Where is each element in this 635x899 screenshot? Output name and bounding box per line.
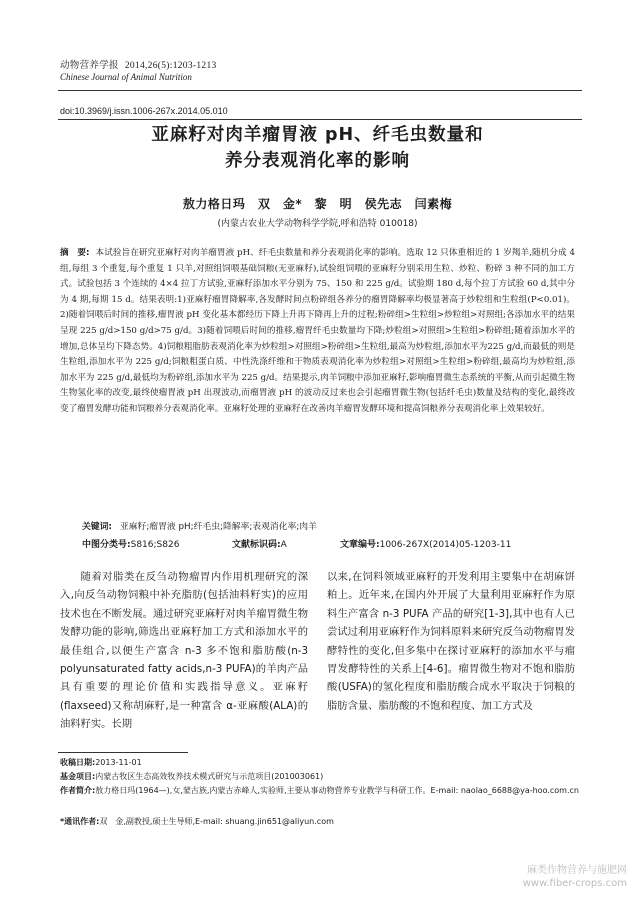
article-value: 1006-267X(2014)05-1203-11 xyxy=(379,540,512,550)
abstract-block xyxy=(60,246,575,418)
article-number xyxy=(340,537,511,550)
watermark-cn: 麻类作物营养与施肥网 xyxy=(527,865,627,876)
body-column-right xyxy=(327,568,575,715)
body-column-left xyxy=(60,568,308,734)
watermark-url: www.fiber-crops.com xyxy=(522,878,627,889)
author-list: 敖力格日玛 双 金* 黎 明 侯先志 闫素梅 xyxy=(182,197,453,211)
received-label: 收稿日期: xyxy=(60,758,96,767)
affiliation: (内蒙古农业大学动物科学学院,呼和浩特 010018) xyxy=(217,219,418,229)
header-rule xyxy=(58,90,582,91)
article-label: 文章编号: xyxy=(340,540,380,550)
author-bio-value: 敖力格日玛(1964—),女,蒙古族,内蒙古赤峰人,实验师,主要从事动物营养专业教学与科研工作。E-mail: naolao_6688@ya-hoo.com.cn xyxy=(95,786,579,795)
doi-rule xyxy=(58,119,582,120)
corr-value: 双 金,副教授,硕士生导师,E-mail: shuang.jin651@aliyun.com xyxy=(99,817,334,826)
body-paragraph: 以来,在饲料领域亚麻籽的开发利用主要集中在胡麻饼粕上。近年来,在国内外开展了大量利用亚麻籽作为原料生产富含 n-3 PUFA 产品的研究[1-3],其中也有人已尝试过利用亚麻籽作为饲料原料来研究反刍动物瘤胃发酵特性的变化,但多集中在探讨亚麻籽的添加水平与瘤胃发酵特性的关系上[4-6]。瘤胃微生物对不饱和脂肪酸(USFA)的氢化程度和脂肪酸合成水平取决于饲粮的脂肪含量、脂肪酸的不饱和程度、加工方式及 xyxy=(327,571,575,712)
journal-name-cn: 动物营养学报 xyxy=(60,60,119,71)
footnote-fund xyxy=(60,770,580,784)
footnote-rule xyxy=(58,752,188,753)
journal-name-en: Chinese Journal of Animal Nutrition xyxy=(60,72,192,82)
clc-value: S816;S826 xyxy=(130,540,180,550)
corr-label: *通讯作者: xyxy=(60,817,100,826)
fund-value: 内蒙古牧区生态高效牧养技术模式研究与示范项目(201003061) xyxy=(95,772,324,781)
keywords-row xyxy=(82,519,317,532)
doi-link[interactable]: doi:10.3969/j.issn.1006-267x.2014.05.010 xyxy=(60,106,228,116)
volume-info: 2014,26(5):1203-1213 xyxy=(124,61,217,71)
watermark xyxy=(523,864,627,890)
clc-label: 中图分类号: xyxy=(82,540,131,550)
clc-number xyxy=(82,537,179,550)
abstract-label: 摘 要: xyxy=(60,248,90,258)
doc-label: 文献标识码: xyxy=(232,540,281,550)
doc-code xyxy=(232,537,287,550)
received-value: 2013-11-01 xyxy=(95,758,142,767)
author-bio-label: 作者简介: xyxy=(60,786,96,795)
keywords-label: 关键词: xyxy=(82,522,112,532)
paper-title-line2: 养分表观消化率的影响 xyxy=(225,151,410,171)
body-paragraph: 随着对脂类在反刍动物瘤胃内作用机理研究的深入,向反刍动物饲粮中补充脂肪(包括油料籽实)的应用技术也在不断发展。通过研究亚麻籽对肉羊瘤胃微生物发酵功能的影响,筛选出亚麻籽加工方式和添加水平的最佳组合,以便生产富含 n-3 多不饱和脂肪酸(n-3 polyunsaturated fatty acids,n-3 PUFA)的羊肉产品具有重要的理论价值和实践指导意义。亚麻籽(flaxseed)又称胡麻籽,是一种富含 α-亚麻酸(ALA)的油料籽实。长期 xyxy=(60,571,308,731)
journal-header xyxy=(60,57,217,71)
footnote-received xyxy=(60,756,580,770)
doc-value: A xyxy=(280,540,287,550)
keywords-text: 亚麻籽;瘤胃液 pH;纤毛虫;降解率;表观消化率;肉羊 xyxy=(119,522,317,532)
paper-title-line1: 亚麻籽对肉羊瘤胃液 pH、纤毛虫数量和 xyxy=(151,125,484,145)
footnote-corresponding xyxy=(60,815,580,829)
footnote-author xyxy=(60,784,580,798)
abstract-text: 本试验旨在研究亚麻籽对肉羊瘤胃液 pH、纤毛虫数量和养分表观消化率的影响。选取 12 只体重相近的 1 岁羯羊,随机分成 4 组,每组 3 个重复,每个重复 1 只羊,对照组饲喂基础饲粮(无亚麻籽),试验组饲喂的亚麻籽分别采用生粒、炒粒、粉碎 3 种不同的加工方式。试验包括 3 个连续的 4×4 拉丁方试验,亚麻籽添加水平分别为 75、150 和 225 g/d。试验期 180 d,每个拉丁方试验 60 d,其中分为 4 期,每期 15 d。结果表明:1)亚麻籽瘤胃降解率,各发酵时间点粉碎组各养分的瘤胃降解率均极显著高于炒粒组和生粒组(P<0.01)。2)随着饲喂后时间的推移,瘤胃液 pH 变化基本都经历下降上升再下降再上升的过程;粉碎组>生粒组>炒粒组>对照组;各添加水平的结果呈现 225 g/d>150 g/d>75 g/d。3)随着饲喂后时间的推移,瘤胃纤毛虫数量均下降;炒粒组>对照组>生粒组>粉碎组;随着添加水平的增加,总体呈均下降态势。4)饲粮粗脂肪表观消化率为炒粒组>对照组>粉碎组>生粒组,最高为炒粒组,添加水平为225 g/d,而最低的则是生粒组,添加水平为 225 g/d;饲粮粗蛋白质、中性洗涤纤维和干物质表观消化率为炒粒组>对照组>生粒组>粉碎组,最高均为炒粒组,添加水平为 225 g/d,最低均为粉碎组,添加水平为 225 g/d。结果提示,肉羊饲粮中添加亚麻籽,影响瘤胃微生态系统的平衡,从而引起微生物生物氢化率的改变,最终使瘤胃液 pH 出现波动,而瘤胃液 pH 的波动反过来也会引起瘤胃微生物(包括纤毛虫)数量及结构的变化,最终改变了瘤胃发酵功能和饲粮养分表观消化率。亚麻籽处理的亚麻籽在改善肉羊瘤胃发酵环境和提高饲粮养分表观消化率上效果较好。 xyxy=(60,248,575,414)
fund-label: 基金项目: xyxy=(60,772,96,781)
